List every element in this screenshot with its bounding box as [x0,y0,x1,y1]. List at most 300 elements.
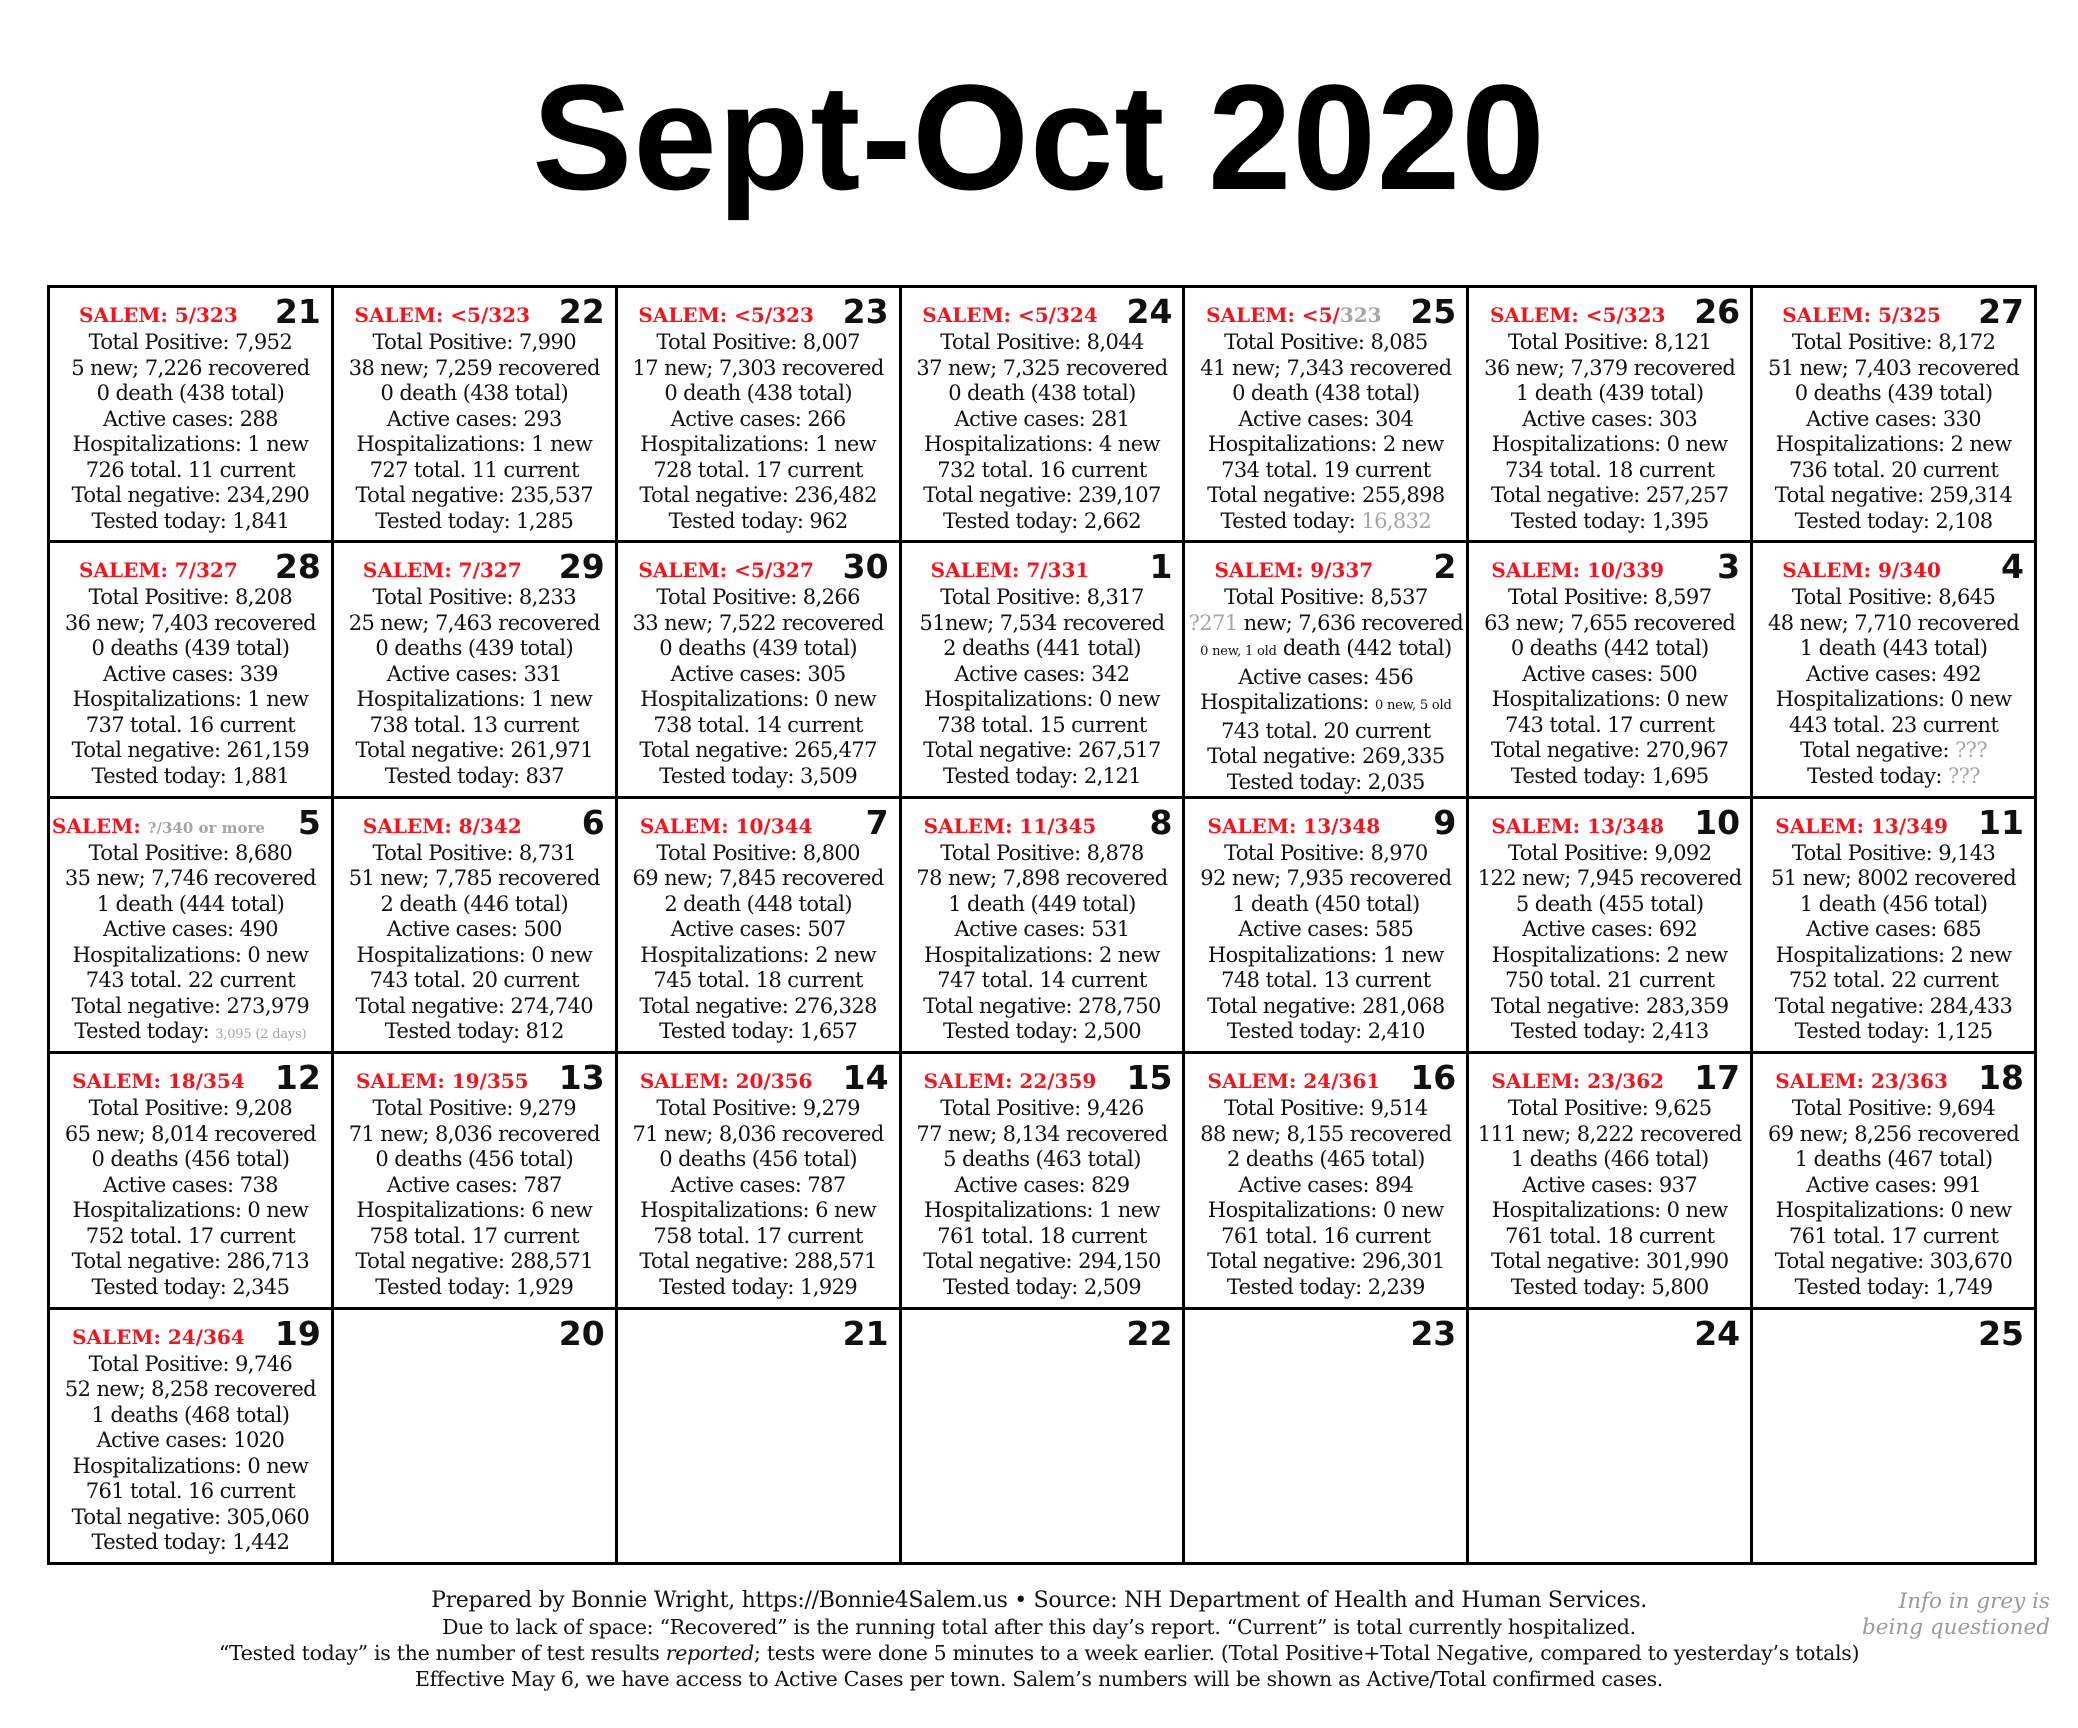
stat-line [1185,1173,1466,1199]
grey-info-note-line2: being questioned [1862,1615,2050,1640]
stat-line [50,585,331,611]
stat-line [1753,381,2034,407]
stat-text: 51 new; 8002 recovered [1771,866,2017,891]
stat-line [50,943,331,969]
stat-text: Tested today: 1,395 [1510,508,1709,533]
stat-line [902,509,1183,535]
stat-line [1469,432,1750,458]
stat-line [334,636,615,662]
stat-text: Total Positive: 8,800 [656,840,860,865]
stat-text: Active cases: 293 [386,406,562,431]
stat-text: Hospitalizations: 2 new [924,942,1160,967]
day-number: 18 [1978,1058,2024,1098]
day-number: 5 [297,802,321,842]
day-number: 23 [842,292,889,331]
stat-line [1753,1096,2034,1122]
stat-line [902,687,1183,713]
stat-text: Hospitalizations: 0 new [1491,1198,1728,1223]
stat-text: Total negative: 294,150 [923,1249,1161,1274]
stat-text: Total negative: 278,750 [923,993,1161,1018]
stat-line [1753,509,2034,535]
day-stats [1753,330,2034,534]
salem-cases-label [1185,303,1466,327]
stat-text: 761 total. 18 current [1505,1223,1715,1248]
stat-line [50,1505,331,1531]
stat-text: Total negative: 269,335 [1207,744,1445,769]
stat-line [1753,432,2034,458]
stat-line [1469,1122,1750,1148]
stat-line [902,1019,1183,1045]
stat-text: 48 new; 7,710 recovered [1767,610,2020,635]
stat-line [334,1275,615,1301]
stat-text: Active cases: 507 [670,917,846,942]
salem-cases-label [50,303,331,327]
stat-text: Active cases: 288 [102,406,278,431]
stat-line [334,407,615,433]
salem-cases-label [1185,558,1466,582]
stat-text: Active cases: 304 [1238,406,1414,431]
stat-text: 0 new, 5 old [1374,698,1452,714]
stat-text: Active cases: 692 [1522,917,1698,942]
calendar-day-cell [334,288,618,543]
stat-line [1469,356,1750,382]
stat-text: 0 deaths (442 total) [1510,636,1709,661]
stat-line [1185,483,1466,509]
stat-text: Hospitalizations: 0 new [356,942,593,967]
stat-line [50,841,331,867]
stat-line [902,917,1183,943]
day-stats [334,1096,615,1300]
stat-text: Total Positive: 8,970 [1224,840,1428,865]
stat-text: Total Positive: 8,121 [1507,330,1712,354]
stat-text: Tested today: 837 [384,763,564,788]
stat-line [618,662,899,688]
stat-text: Hospitalizations: 0 new [72,1453,309,1478]
stat-text: new; 7,636 recovered [1237,610,1464,635]
stat-line [1469,509,1750,535]
day-number: 7 [865,802,889,842]
stat-text: Total negative: 276,328 [639,993,877,1018]
stat-line [1469,943,1750,969]
stat-line [902,1147,1183,1173]
stat-text: 78 new; 7,898 recovered [916,866,1168,891]
salem-cases-label [902,303,1183,327]
stat-line [334,330,615,356]
stat-line [1185,943,1466,969]
stat-text: Total negative: 303,670 [1774,1249,2013,1274]
stat-line [50,636,331,662]
stat-text: Total Positive: 9,694 [1791,1096,1996,1121]
stat-text: Hospitalizations: 2 new [1775,432,2012,456]
stat-text: Tested today: 2,410 [1226,1019,1425,1044]
day-number: 28 [274,547,321,587]
calendar-day-cell [902,1054,1186,1309]
stat-line [1753,892,2034,918]
stat-line [50,458,331,484]
stat-line [1185,1275,1466,1301]
stat-text: Active cases: 500 [1522,661,1698,686]
stat-text: Total Positive: 8,208 [88,585,293,610]
stat-line [50,1377,331,1403]
stat-text: Tested today: 1,841 [91,508,290,533]
stat-line [902,407,1183,433]
calendar-day-cell [618,543,902,798]
stat-line [1185,432,1466,458]
stat-text: Active cases: 305 [670,661,846,686]
stat-text: Total negative: [1800,738,1956,763]
stat-text: 77 new; 8,134 recovered [916,1121,1168,1146]
stat-text: Hospitalizations: 0 new [72,942,309,967]
calendar-day-cell [1469,1310,1753,1565]
calendar-day-cell [334,543,618,798]
stat-text: Hospitalizations: 0 new [1207,1198,1444,1223]
day-stats [902,330,1183,534]
stat-line [1469,738,1750,764]
stat-line [1753,458,2034,484]
stat-text: 747 total. 14 current [937,968,1147,993]
stat-text: 65 new; 8,014 recovered [64,1121,316,1146]
salem-cases-label [334,814,615,838]
stat-line [334,892,615,918]
salem-cases-label [1185,814,1466,838]
stat-text: 736 total. 20 current [1788,457,1999,482]
stat-text: 3,095 (2 days) [215,1027,307,1043]
stat-line [902,1122,1183,1148]
stat-text: 758 total. 17 current [369,1223,579,1248]
stat-line [1185,585,1466,611]
day-stats [50,1096,331,1300]
stat-text: 37 new; 7,325 recovered [916,355,1168,380]
footer-tested-note-em: reported [665,1641,755,1665]
stat-text: Total negative: 283,359 [1490,993,1729,1018]
stat-line [334,738,615,764]
stat-line [50,1198,331,1224]
calendar-day-cell [1753,543,2037,798]
stat-text: Tested today: 1,929 [659,1274,858,1299]
stat-text: 33 new; 7,522 recovered [632,610,884,635]
stat-line [902,713,1183,739]
stat-text: Total Positive: 8,266 [656,585,860,610]
stat-text: Tested today: 2,509 [943,1274,1141,1299]
stat-text: Total negative: 234,290 [71,483,310,507]
day-stats [1185,585,1466,795]
stat-line [334,1019,615,1045]
calendar-day-cell [50,543,334,798]
stat-text: Hospitalizations: 1 new [924,1198,1160,1223]
stat-line [1185,407,1466,433]
calendar-day-cell [1753,799,2037,1054]
stat-text: Tested today: 2,500 [943,1019,1141,1044]
stat-line [1753,943,2034,969]
calendar-day-cell [50,1310,334,1565]
day-number: 16 [1410,1058,1457,1098]
stat-line [1469,713,1750,739]
stat-line [1469,764,1750,790]
stat-text: 1 death (456 total) [1799,891,1988,916]
stat-text: Active cases: 531 [954,917,1130,942]
stat-text: 5 new; 7,226 recovered [71,355,310,380]
stat-text: Total negative: 288,571 [639,1249,877,1274]
stat-line [618,1275,899,1301]
salem-cases-text: SALEM: [51,813,148,838]
stat-text: 1 deaths (468 total) [91,1402,290,1427]
stat-text: Total negative: 267,517 [923,738,1161,763]
stat-line [618,1019,899,1045]
stat-text: Total negative: 239,107 [923,483,1161,507]
stat-text: 17 new; 7,303 recovered [632,355,884,380]
stat-text: Total Positive: 9,208 [88,1096,293,1121]
salem-cases-text: SALEM: 20/356 [639,1069,813,1094]
salem-cases-label [618,558,899,582]
stat-text: Tested today: [1807,763,1948,788]
stat-text: Total Positive: 8,085 [1224,330,1428,354]
stat-text: Hospitalizations: 1 new [72,687,309,712]
day-stats [618,585,899,789]
stat-line [1469,636,1750,662]
day-number: 21 [842,1313,889,1353]
stat-text: Tested today: 1,285 [375,508,574,533]
stat-line [902,738,1183,764]
stat-text: Active cases: 490 [102,917,278,942]
stat-line [1469,866,1750,892]
stat-text: 761 total. 17 current [1788,1223,1999,1248]
day-number: 3 [1717,547,1741,587]
stat-text: 738 total. 15 current [937,712,1147,737]
stat-line [334,994,615,1020]
stat-text: 69 new; 7,845 recovered [632,866,884,891]
stat-line [618,764,899,790]
stat-line [902,662,1183,688]
stat-line [334,458,615,484]
calendar-day-cell [618,288,902,543]
stat-text: Active cases: 585 [1238,917,1414,942]
stat-line [50,432,331,458]
stat-text: Total Positive: 8,317 [940,585,1144,610]
day-stats [902,1096,1183,1300]
stat-line [1185,381,1466,407]
stat-text: Active cases: 281 [954,406,1130,431]
stat-line [334,611,615,637]
stat-text: 5 death (455 total) [1515,891,1704,916]
stat-line [1469,1224,1750,1250]
salem-cases-label [1753,303,2034,327]
day-stats [334,841,615,1045]
stat-text: Active cases: 342 [954,661,1130,686]
calendar-day-cell [1185,543,1469,798]
stat-line [1185,356,1466,382]
salem-cases-label [1469,1069,1750,1093]
stat-line [618,407,899,433]
stat-text: Hospitalizations: 2 new [1775,942,2012,967]
stat-line [50,1147,331,1173]
stat-text: 2 deaths (465 total) [1226,1147,1425,1172]
stat-line [50,866,331,892]
stat-line [1469,330,1750,356]
stat-line [1469,892,1750,918]
stat-line [334,662,615,688]
stat-line [618,483,899,509]
stat-text: 71 new; 8,036 recovered [632,1121,884,1146]
stat-line [618,356,899,382]
stat-line [1185,1224,1466,1250]
stat-text: Tested today: 1,125 [1794,1019,1993,1044]
stat-line [902,841,1183,867]
stat-line [1753,330,2034,356]
stat-text: Tested today: 3,509 [659,763,858,788]
stat-text: Active cases: 266 [670,406,846,431]
salem-cases-text: SALEM: 9/340 [1782,558,1941,583]
stat-text: death (442 total) [1276,636,1452,661]
stat-line [1469,994,1750,1020]
stat-text: 71 new; 8,036 recovered [348,1121,600,1146]
stat-line [618,917,899,943]
salem-cases-text: SALEM: <5/323 [1489,303,1666,327]
stat-line [1753,917,2034,943]
day-number: 20 [558,1313,605,1353]
salem-cases-text: SALEM: 7/327 [362,558,522,583]
stat-text: Total Positive: 8,645 [1791,585,1996,610]
stat-text: Total negative: 255,898 [1207,483,1445,507]
salem-cases-text: SALEM: 24/361 [1207,1069,1381,1094]
stat-line [1185,1122,1466,1148]
salem-cases-text: SALEM: 10/344 [639,813,813,838]
footer-credit: Prepared by Bonnie Wright, https://Bonnie4Salem.us • Source: NH Department of Health and Human Services. [431,1588,1647,1613]
calendar-day-cell [334,799,618,1054]
stat-text: Total negative: 301,990 [1490,1249,1729,1274]
day-number: 21 [274,292,321,331]
stat-text: Total Positive: 7,990 [372,330,577,354]
stat-line [902,994,1183,1020]
stat-line [1469,458,1750,484]
stat-text: Hospitalizations: 1 new [356,432,593,456]
stat-text: Hospitalizations: 1 new [72,432,309,456]
salem-cases-label [334,1069,615,1093]
stat-line [334,866,615,892]
stat-line [902,1275,1183,1301]
stat-line [50,1096,331,1122]
stat-line [50,1428,331,1454]
stat-text: 122 new; 7,945 recovered [1477,866,1742,891]
stat-text: Hospitalizations: 0 new [924,687,1160,712]
stat-text: 743 total. 17 current [1505,712,1715,737]
stat-text: 111 new; 8,222 recovered [1477,1121,1742,1146]
stat-text: Active cases: 330 [1806,406,1982,431]
day-number: 25 [1978,1313,2024,1353]
stat-line [50,764,331,790]
stat-line [902,1224,1183,1250]
stat-line [50,1249,331,1275]
stat-line [50,381,331,407]
stat-text: 745 total. 18 current [653,968,863,993]
stat-line [1753,1224,2034,1250]
stat-line [618,585,899,611]
stat-line [50,509,331,535]
salem-cases-text: SALEM: 13/349 [1775,813,1948,838]
day-number: 27 [1978,292,2024,331]
day-number: 10 [1694,802,1741,842]
stat-line [334,764,615,790]
stat-text: 0 deaths (456 total) [375,1147,574,1172]
stat-line [618,432,899,458]
stat-line [1469,611,1750,637]
salem-cases-text: 323 [1339,303,1382,327]
stat-text: 738 total. 13 current [369,712,579,737]
stat-line [1185,994,1466,1020]
stat-line [618,458,899,484]
stat-text: Total negative: 274,740 [355,993,594,1018]
stat-text: Tested today: [1220,508,1362,533]
salem-cases-label [902,814,1183,838]
stat-line [1185,866,1466,892]
stat-text: Total Positive: 8,044 [940,330,1144,354]
day-number: 2 [1433,547,1457,587]
stat-text: Hospitalizations: 0 new [1775,687,2012,712]
calendar-day-cell [618,799,902,1054]
calendar-day-cell [1753,288,2037,543]
stat-line [50,738,331,764]
stat-text: Hospitalizations: [1200,690,1375,715]
calendar-day-cell [1469,1054,1753,1309]
stat-text: 2 death (448 total) [664,891,852,916]
stat-line [50,356,331,382]
stat-line [50,917,331,943]
stat-text: Hospitalizations: 6 new [640,1198,877,1223]
stat-text: Total negative: 259,314 [1774,483,2013,507]
stat-text: Total Positive: 8,172 [1791,330,1996,354]
stat-line [1753,636,2034,662]
stat-text: Total Positive: 9,625 [1507,1096,1712,1121]
salem-cases-text: SALEM: 5/323 [79,303,238,327]
stat-line [1185,458,1466,484]
stat-line [1753,662,2034,688]
salem-cases-text: SALEM: <5/ [1206,303,1340,327]
stat-text: Tested today: 2,108 [1794,508,1993,533]
calendar-day-cell [1185,799,1469,1054]
stat-line [902,892,1183,918]
day-stats [618,330,899,534]
stat-text: 727 total. 11 current [369,457,579,482]
day-number: 1 [1149,547,1173,587]
salem-cases-label [334,303,615,327]
stat-text: 51 new; 7,403 recovered [1767,355,2020,380]
stat-line [1469,585,1750,611]
stat-text: 1 deaths (467 total) [1794,1147,1993,1172]
stat-line [50,483,331,509]
stat-line [1469,407,1750,433]
stat-text: Tested today: 2,413 [1510,1019,1709,1044]
stat-line [50,1352,331,1378]
day-stats [1185,1096,1466,1300]
stat-line [1185,1198,1466,1224]
stat-text: 761 total. 18 current [937,1223,1147,1248]
calendar-day-cell [1469,799,1753,1054]
day-stats [1185,841,1466,1045]
stat-line [1753,738,2034,764]
stat-line [618,611,899,637]
stat-text: 0 new, 1 old [1200,644,1277,660]
stat-text: Total negative: 261,971 [355,738,594,763]
stat-line [50,407,331,433]
calendar-day-cell [50,799,334,1054]
stat-line [1753,994,2034,1020]
salem-cases-label [1753,558,2034,582]
stat-text: 726 total. 11 current [85,457,296,482]
stat-line [902,585,1183,611]
salem-cases-text: SALEM: 8/342 [362,813,522,838]
calendar-day-cell [50,288,334,543]
calendar-day-cell [1185,1054,1469,1309]
stat-line [1185,1096,1466,1122]
